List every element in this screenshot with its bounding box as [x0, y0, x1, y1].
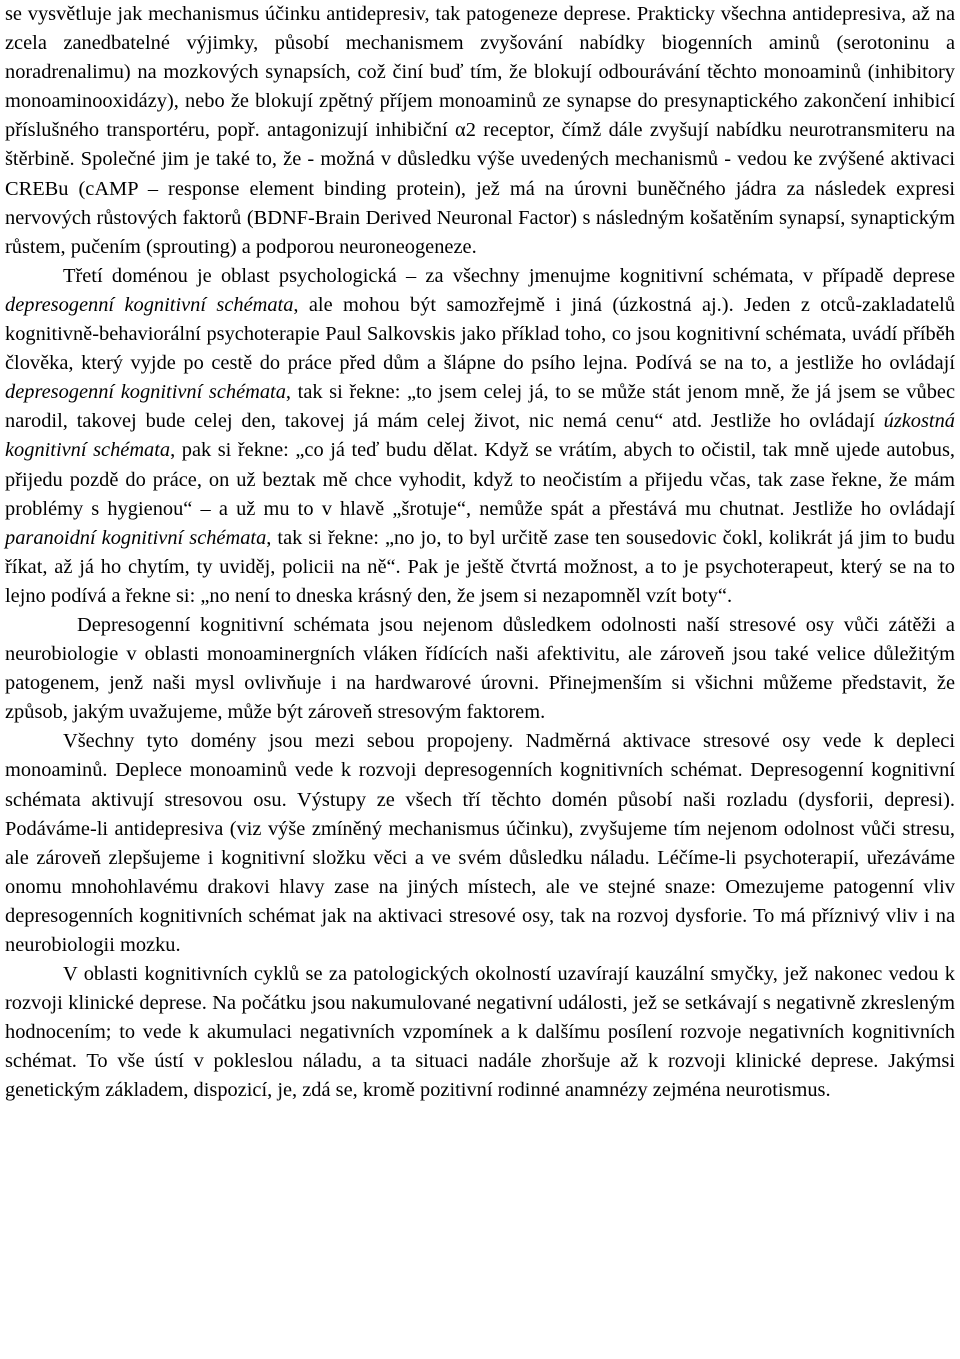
paragraph-text: , tak si řekne: „to jsem celej já, to se může stát jenom mně, že já jsem se vůbec narodil, takovej bude celej den, takovej já mám celej život, nic nemá cenu“ atd. Jestliže ho ovládají: [5, 381, 955, 433]
paragraph-mechanism: [5, 0, 955, 262]
paragraph-cognitive-cycles: [5, 960, 955, 1105]
emphasis-depresogenic-schemata: depresogenní kognitivní schémata: [5, 293, 294, 316]
emphasis-depresogenic-schemata: depresogenní kognitivní schémata: [5, 381, 286, 404]
document-page: [5, 0, 955, 1106]
paragraph-text: V oblasti kognitivních cyklů se za patologických okolností uzavírají kauzální smyčky, jež nakonec vedou k rozvoji klinické deprese. Na počátku jsou nakumulované negativní události, jež se setkávají s negativně zkresleným hodnocením; to vede k akumulaci negativních vzpomínek a k dalšímu posílení rozvoje negativních kognitivních schémat. To vše ústí v pokleslou náladu, a ta situaci nadále zhoršuje až k rozvoji klinické deprese. Jakýmsi genetickým základem, dispozicí, je, zdá se, kromě pozitivní rodinné anamnézy zejména neurotismus.: [5, 963, 955, 1102]
paragraph-depresogenic-schemata: [5, 611, 955, 727]
paragraph-text: , tak si řekne: „no jo, to byl určitě zase ten sousedovic čokl, kolikrát já jim to budu říkat, až já ho chytím, ty uviděj, policii na ně“. Pak je ještě čtvrtá možnost, a to je psychoterapeut, který se na to lejno podívá a řekne si: „no není to dneska krásný den, že jsem si nezapomněl vzít boty“.: [5, 526, 955, 607]
paragraph-text: Třetí doménou je oblast psychologická – za všechny jmenujme kognitivní schémata, v případě deprese: [63, 264, 955, 287]
emphasis-paranoid-schemata: paranoidní kognitivní schémata: [5, 526, 267, 549]
paragraph-text: , ale mohou být samozřejmě i jiná (úzkostná aj.). Jeden z otců-zakladatelů kognitivně-behaviorální psychoterapie Paul Salkovskis jako příklad toho, co jsou kognitivní schémata, uvádí příběh člověka, který vyjde po cestě do práce před dům a šlápne do psího lejna. Podívá se na to, a jestliže ho ovládají: [5, 293, 955, 375]
paragraph-text: se vysvětluje jak mechanismus účinku antidepresiv, tak patogeneze deprese. Prakticky všechna antidepresiva, až na zcela zanedbatelné výjimky, působí mechanismem zvyšování nabídky biogenních aminů (serotoninu a noradrenalimu) na mozkových synapsích, což činí buď tím, že blokují odbourávání těchto monoaminů (inhibitory monoaminooxidázy), nebo že blokují zpětný příjem monoaminů ze synapse do presynaptického zakončení inhibicí příslušného transportéru, popř. antagonizují inhibiční α2 receptor, čímž dále zvyšují nabídku neurotransmiteru na štěrbině. Společné jim je také to, že - možná v důsledku výše uvedených mechanismů - vedou ke zvýšené aktivaci CREBu (cAMP – response element binding protein), jež má na úrovni buněčného jádra za následek expresi nervových růstových faktorů (BDNF-Brain Derived Neuronal Factor) s následným košatěním synapsí, synaptickým růstem, pučením (sprouting) a podporou neuroneogeneze.: [5, 3, 955, 258]
paragraph-domains-interconnected: [5, 727, 955, 960]
emphasis-anxious-schemata: úzkostná kognitivní schémata: [5, 410, 955, 462]
paragraph-text: Všechny tyto domény jsou mezi sebou propojeny. Nadměrná aktivace stresové osy vede k depleci monoaminů. Deplece monoaminů vede k rozvoji depresogenních kognitivních schémat. Depresogenní kognitivní schémata aktivují stresovou osu. Výstupy ze všech tří těchto domén působí naši rozladu (dysforii, depresi). Podáváme-li antidepresiva (viz výše zmíněný mechanismus účinku), zvyšujeme tím nejenom odolnost vůči stresu, ale zároveň zlepšujeme i kognitivní složku věci a ve svém důsledku náladu. Léčíme-li psychoterapií, uřezáváme onomu mnohohlavému drakovi hlavy zase na jiných místech, ale ve stejné snaze: Omezujeme patogenní vliv depresogenních kognitivních schémat jak na aktivaci stresové osy, tak na rozvoj dysforie. To má příznivý vliv i na neurobiologii mozku.: [5, 730, 955, 956]
paragraph-text: Depresogenní kognitivní schémata jsou nejenom důsledkem odolnosti naší stresové osy vůči zátěži a neurobiologie v oblasti monoaminergních vláken řídících naši afektivitu, ale zároveň jsou také velice důležitým patogenem, jenž naši mysl ovlivňuje i na hardwarové úrovni. Přinejmenším si všichni můžeme představit, že způsob, jakým uvažujeme, může být zároveň stresovým faktorem.: [5, 613, 955, 724]
paragraph-text: , pak si řekne: „co já teď budu dělat. Když se vrátím, abych to očistil, tak mně ujede autobus, přijedu pozdě do práce, on už beztak mě chce vyhodit, když to neočistím a přijedu včas, tak zase řekne, že mám problémy s hygienou“ – a už mu to v hlavě „šrotuje“, nemůže spát a přestává mu chutnat. Jestliže ho ovládají: [5, 439, 955, 520]
paragraph-psychological-domain: [5, 262, 955, 611]
